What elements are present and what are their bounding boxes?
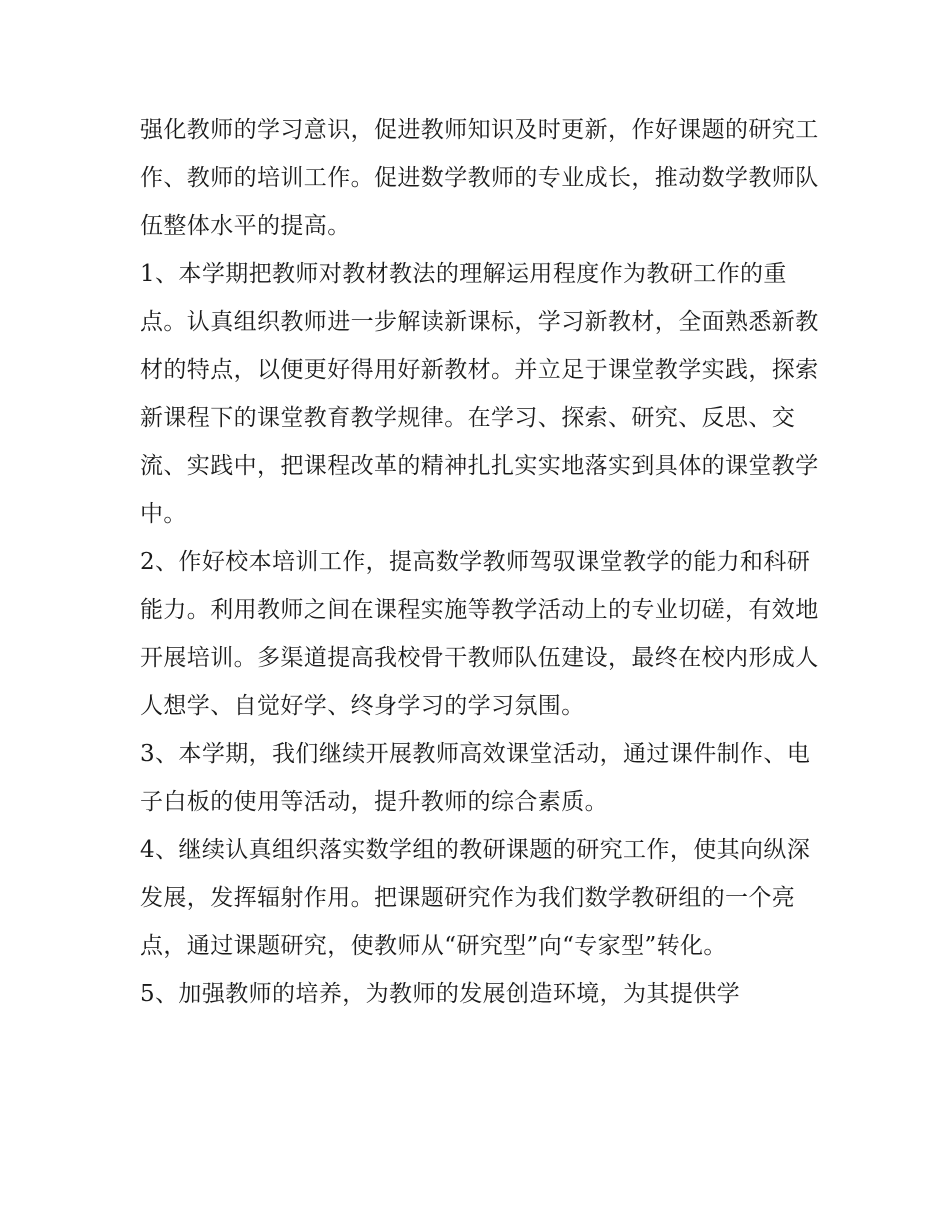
paragraph-item-4: 4、继续认真组织落实数学组的教研课题的研究工作，使其向纵深发展，发挥辐射作用。把课题研究作为我们数学教研组的一个亮点，通过课题研究，使教师从“研究型”向“专家型”转化。 [140,837,811,959]
paragraph-item-3: 3、本学期，我们继续开展教师高效课堂活动，通过课件制作、电子白板的使用等活动，提升教师的综合素质。 [140,741,811,815]
paragraph-item-5: 5、加强教师的培养，为教师的发展创造环境，为其提供学 [140,981,741,1007]
paragraph-item-1: 1、本学期把教师对教材教法的理解运用程度作为教研工作的重点。认真组织教师进一步解读新课标，学习新教材，全面熟悉新教材的特点，以便更好得用好新教材。并立足于课堂教学实践，探索新课程下的课堂教育教学规律。在学习、探索、研究、反思、交流、实践中，把课程改革的精神扎扎实实地落实到具体的课堂教学中。 [140,261,819,527]
document-page [140,106,820,1018]
paragraph-item-2: 2、作好校本培训工作，提高数学教师驾驭课堂教学的能力和科研能力。利用教师之间在课程实施等教学活动上的专业切磋，有效地开展培训。多渠道提高我校骨干教师队伍建设，最终在校内形成人人想学、自觉好学、终身学习的学习氛围。 [140,549,819,719]
paragraph-intro: 强化教师的学习意识，促进教师知识及时更新，作好课题的研究工作、教师的培训工作。促进数学教师的专业成长，推动数学教师队伍整体水平的提高。 [140,117,819,239]
